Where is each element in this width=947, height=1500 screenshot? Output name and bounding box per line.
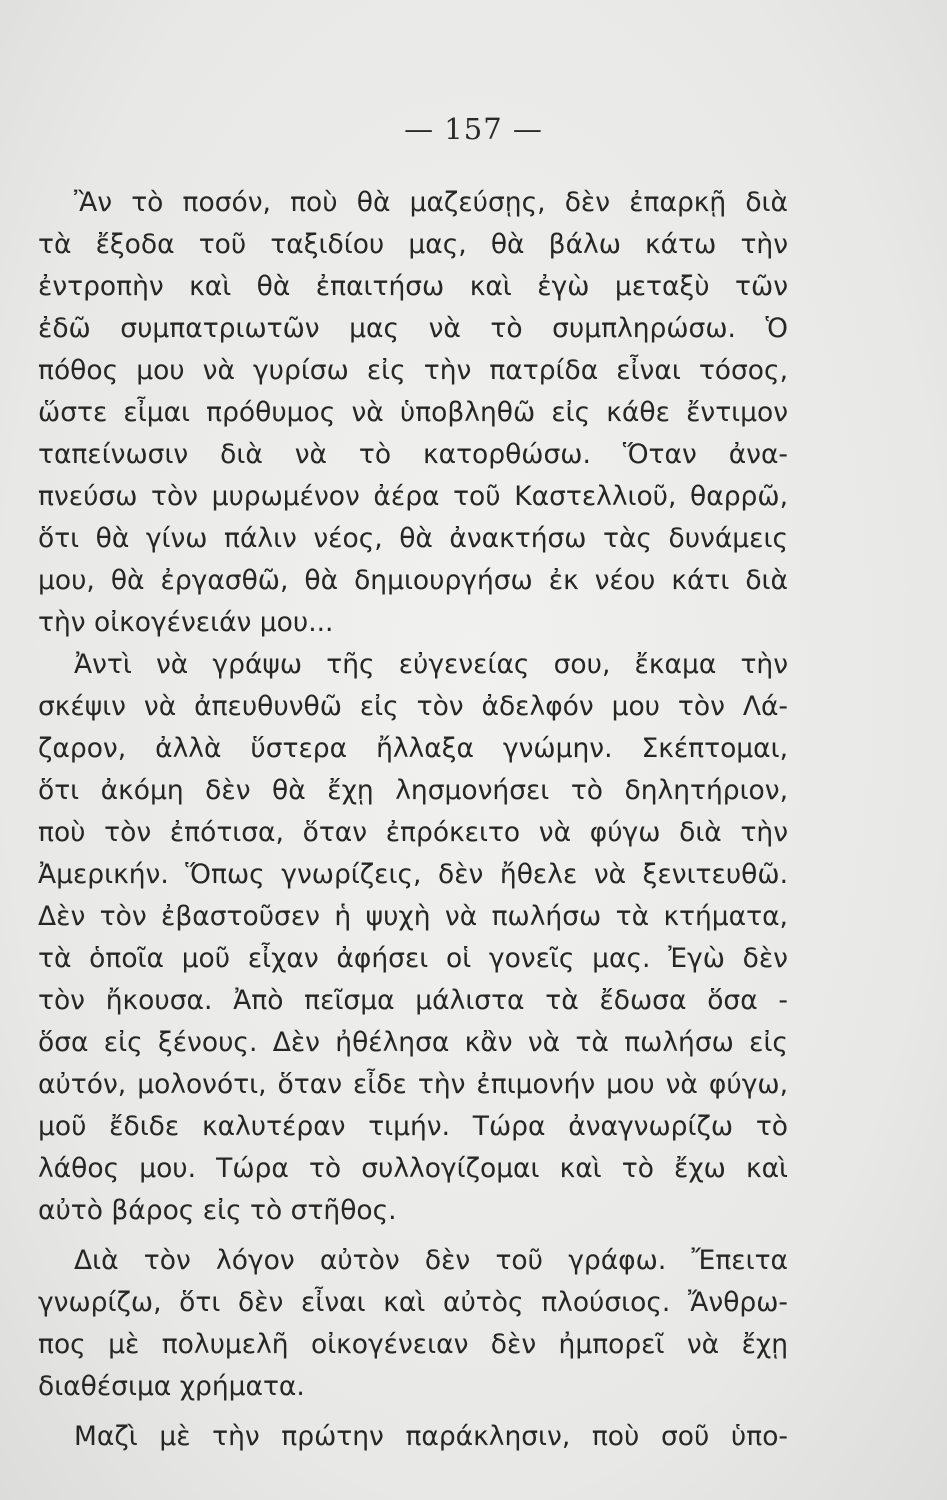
- text-line: μοῦ ἔδιδε καλυτέραν τιμήν. Τώρα ἀναγνωρίζω τὸ: [38, 1111, 788, 1142]
- text-line: πόθος μου νὰ γυρίσω εἰς τὴν πατρίδα εἶναι τόσος,: [38, 355, 788, 386]
- text-line: πνεύσω τὸν μυρωμένον ἀέρα τοῦ Καστελλιοῦ, θαρρῶ,: [38, 481, 788, 512]
- text-line: Δὲν τὸν ἐβαστοῦσεν ἡ ψυχὴ νὰ πωλήσω τὰ κτήματα,: [38, 901, 788, 932]
- text-line: ἐντροπὴν καὶ θὰ ἐπαιτήσω καὶ ἐγὼ μεταξὺ τῶν: [38, 271, 788, 302]
- text-line: πος μὲ πολυμελῆ οἰκογένειαν δὲν ἠμπορεῖ νὰ ἔχῃ: [38, 1329, 788, 1360]
- text-line: αὐτόν, μολονότι, ὅταν εἶδε τὴν ἐπιμονήν μου νὰ φύγω,: [38, 1069, 788, 1100]
- text-line: ὅσα εἰς ξένους. Δὲν ἠθέλησα κἂν νὰ τὰ πωλήσω εἰς: [38, 1027, 788, 1058]
- text-line: Ἂν τὸ ποσόν, ποὺ θὰ μαζεύσῃς, δὲν ἐπαρκῇ διὰ: [74, 187, 788, 218]
- text-line: τὸν ἤκουσα. Ἀπὸ πεῖσμα μάλιστα τὰ ἔδωσα ὅσα -: [38, 985, 788, 1016]
- text-line: ὥστε εἶμαι πρόθυμος νὰ ὑποβληθῶ εἰς κάθε ἔντιμον: [38, 397, 788, 428]
- text-line: λάθος μου. Τώρα τὸ συλλογίζομαι καὶ τὸ ἔχω καὶ: [38, 1153, 788, 1184]
- text-line: μου, θὰ ἐργασθῶ, θὰ δημιουργήσω ἐκ νέου κάτι διὰ: [38, 565, 788, 596]
- text-line: ταπείνωσιν διὰ νὰ τὸ κατορθώσω. Ὅταν ἀνα-: [38, 439, 788, 470]
- body-text: [38, 182, 788, 1458]
- text-line: γνωρίζω, ὅτι δὲν εἶναι καὶ αὐτὸς πλούσιος. Ἄνθρω-: [38, 1287, 788, 1318]
- text-line: ὅτι ἀκόμη δὲν θὰ ἔχῃ λησμονήσει τὸ δηλητήριον,: [38, 775, 788, 806]
- text-line: ποὺ τὸν ἐπότισα, ὅταν ἐπρόκειτο νὰ φύγω διὰ τὴν: [38, 817, 788, 848]
- text-line: αὐτὸ βάρος εἰς τὸ στῆθος.: [38, 1195, 397, 1226]
- text-line: ζαρον, ἀλλὰ ὕστερα ἤλλαξα γνώμην. Σκέπτομαι,: [38, 733, 788, 764]
- text-line: τὰ ἔξοδα τοῦ ταξιδίου μας, θὰ βάλω κάτω τὴν: [38, 229, 788, 260]
- text-line: σκέψιν νὰ ἀπευθυνθῶ εἰς τὸν ἀδελφόν μου τὸν Λά-: [38, 691, 788, 722]
- text-line: τὴν οἰκογένειάν μου...: [38, 607, 334, 638]
- text-line: τὰ ὁποῖα μοῦ εἶχαν ἀφήσει οἱ γονεῖς μας. Ἐγὼ δὲν: [38, 943, 788, 974]
- text-line: Ἀμερικήν. Ὅπως γνωρίζεις, δὲν ἤθελε νὰ ξενιτευθῶ.: [38, 859, 788, 890]
- text-line: ὅτι θὰ γίνω πάλιν νέος, θὰ ἀνακτήσω τὰς δυνάμεις: [38, 523, 788, 554]
- text-line: ἐδῶ συμπατριωτῶν μας νὰ τὸ συμπληρώσω. Ὁ: [38, 313, 788, 344]
- text-line: Μαζὶ μὲ τὴν πρώτην παράκλησιν, ποὺ σοῦ ὑπο-: [74, 1421, 788, 1452]
- text-line: διαθέσιμα χρήματα.: [38, 1371, 305, 1402]
- text-line: Διὰ τὸν λόγον αὐτὸν δὲν τοῦ γράφω. Ἔπειτα: [74, 1245, 788, 1276]
- page-number: — 157 —: [404, 112, 543, 146]
- text-line: Ἀντὶ νὰ γράψω τῆς εὐγενείας σου, ἔκαμα τὴν: [74, 649, 788, 680]
